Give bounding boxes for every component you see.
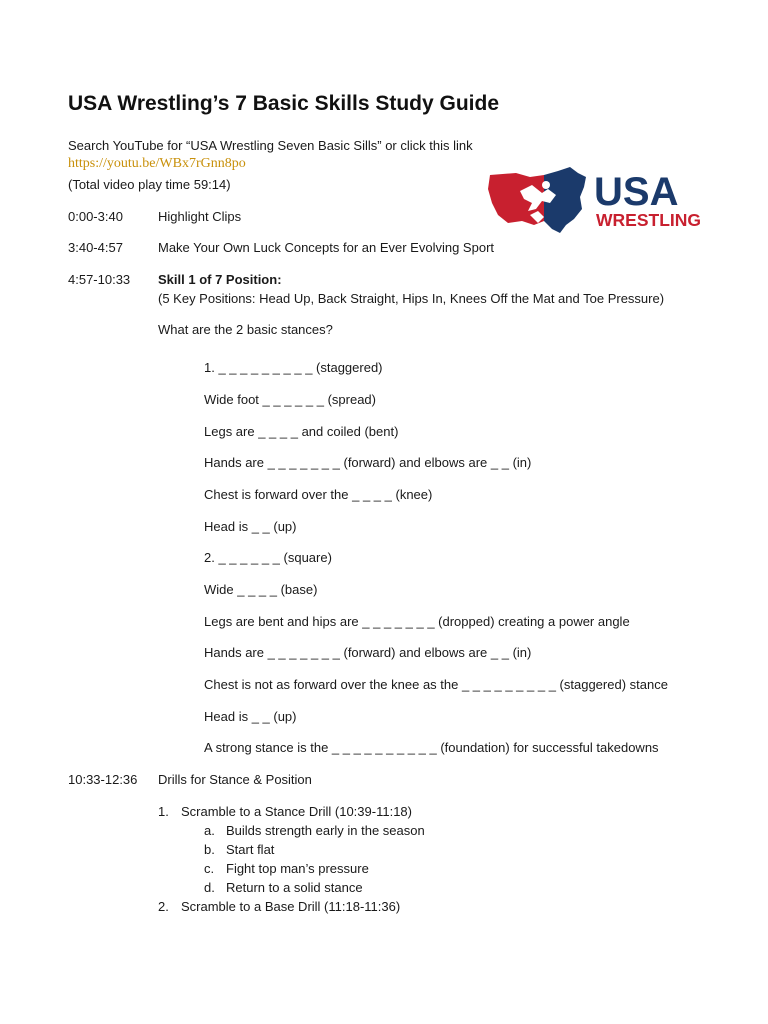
drills-title: Drills for Stance & Position xyxy=(158,772,312,787)
fill-item: Wide foot _ _ _ _ _ _ (spread) xyxy=(204,392,376,407)
fill-item: 1. _ _ _ _ _ _ _ _ _ (staggered) xyxy=(204,360,383,375)
fill-item: Chest is forward over the _ _ _ _ (knee) xyxy=(204,487,433,502)
drills-time: 10:33-12:36 xyxy=(68,772,138,787)
fill-item: 2. _ _ _ _ _ _ (square) xyxy=(204,550,332,565)
drill-number: 2. xyxy=(158,899,169,914)
fill-item: Head is _ _ (up) xyxy=(204,709,297,724)
drill-sub-letter: c. xyxy=(204,861,215,876)
fill-item: Head is _ _ (up) xyxy=(204,519,297,534)
drill-sub-letter: d. xyxy=(204,880,215,895)
drill-sub-item: Builds strength early in the season xyxy=(226,823,425,838)
timeline-time-3: 4:57-10:33 xyxy=(68,272,131,287)
timeline-time-2: 3:40-4:57 xyxy=(68,240,123,255)
fill-item: Chest is not as forward over the knee as the _ _ _ _ _ _ _ _ _ (staggered) stance xyxy=(204,677,668,692)
skill-heading: Skill 1 of 7 Position: xyxy=(158,272,282,287)
logo-text-usa: USA xyxy=(594,170,679,214)
play-time: (Total video play time 59:14) xyxy=(68,177,231,192)
timeline-text-2: Make Your Own Luck Concepts for an Ever Evolving Sport xyxy=(158,240,495,255)
search-instruction: Search YouTube for “USA Wrestling Seven Basic Sills” or click this link xyxy=(68,138,473,153)
timeline-text-1: Highlight Clips xyxy=(158,209,242,224)
usa-wrestling-logo xyxy=(486,163,702,239)
drill-item: Scramble to a Stance Drill (10:39-11:18) xyxy=(181,804,412,819)
fill-item: Hands are _ _ _ _ _ _ _ (forward) and elbows are _ _ (in) xyxy=(204,645,532,660)
page-title: USA Wrestling’s 7 Basic Skills Study Guide xyxy=(68,92,500,115)
video-link[interactable]: https://youtu.be/WBx7rGnn8po xyxy=(68,156,246,171)
fill-item: Legs are _ _ _ _ and coiled (bent) xyxy=(204,424,399,439)
drill-sub-item: Fight top man’s pressure xyxy=(226,861,369,876)
skill-subtitle: (5 Key Positions: Head Up, Back Straight, Hips In, Knees Off the Mat and Toe Pressure) xyxy=(158,291,665,306)
fill-item: Hands are _ _ _ _ _ _ _ (forward) and elbows are _ _ (in) xyxy=(204,455,532,470)
drill-number: 1. xyxy=(158,804,169,819)
fill-item: Wide _ _ _ _ (base) xyxy=(204,582,318,597)
drill-sub-item: Return to a solid stance xyxy=(226,880,363,895)
logo-text-wrestling: WRESTLING xyxy=(596,210,701,230)
fill-item: A strong stance is the _ _ _ _ _ _ _ _ _ _ (foundation) for successful takedowns xyxy=(204,740,659,755)
fill-item: Legs are bent and hips are _ _ _ _ _ _ _ (dropped) creating a power angle xyxy=(204,614,630,629)
drill-sub-letter: a. xyxy=(204,823,215,838)
drill-item: Scramble to a Base Drill (11:18-11:36) xyxy=(181,899,401,914)
drill-sub-letter: b. xyxy=(204,842,215,857)
usa-map-wrestlers-logo-icon xyxy=(486,163,702,239)
stance-question: What are the 2 basic stances? xyxy=(158,322,333,337)
timeline-time-1: 0:00-3:40 xyxy=(68,209,123,224)
drill-sub-item: Start flat xyxy=(226,842,275,857)
